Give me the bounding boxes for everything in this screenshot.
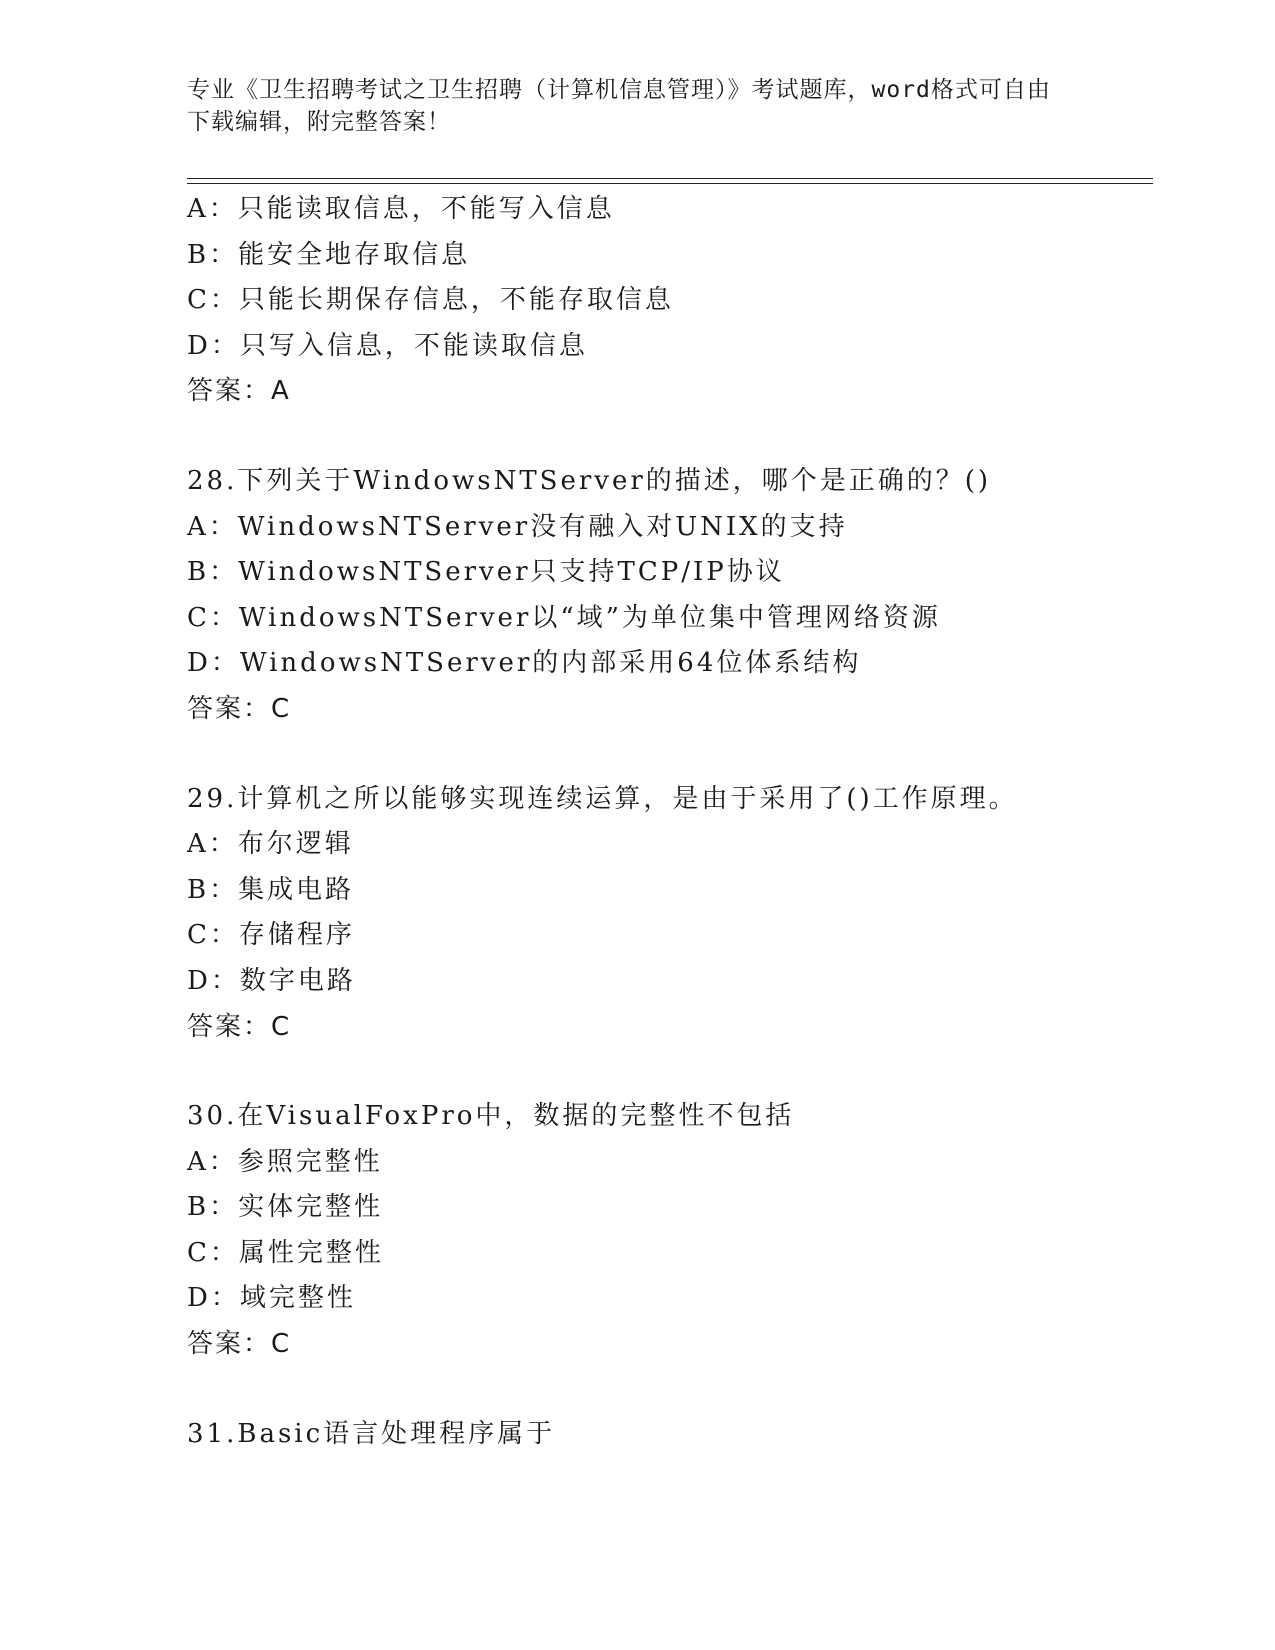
option-b: B：实体完整性 [187,1192,384,1223]
option-c: C：只能长期保存信息，不能存取信息 [187,285,674,316]
option-a: A：只能读取信息，不能写入信息 [187,194,615,224]
question-spacer [187,415,1153,459]
option-c: C：WindowsNTServer以“域”为单位集中管理网络资源 [187,602,941,633]
question-stem: 31.Basic语言处理程序属于 [187,1418,556,1449]
option-d: D：数字电路 [187,965,356,996]
option-d: D：WindowsNTServer的内部采用64位体系结构 [187,648,862,679]
answer-line: 答案：C [187,693,292,724]
option-b: B：集成电路 [187,874,355,905]
option-a: A：布尔逻辑 [187,829,354,860]
option-a: A：参照完整性 [187,1146,383,1177]
header-divider-top [187,178,1153,179]
answer-line: 答案：A [187,376,291,407]
document-header: 专业《卫生招聘考试之卫生招聘（计算机信息管理）》考试题库，word格式可自由下载编辑，附完整答案！ [187,77,1051,135]
option-b: B：能安全地存取信息 [187,239,471,270]
question-spacer [187,733,1153,777]
option-c: C：存储程序 [187,920,355,951]
option-c: C：属性完整性 [187,1237,384,1268]
question-stem: 29.计算机之所以能够实现连续运算，是由于采用了()工作原理。 [187,783,1018,814]
answer-line: 答案：C [187,1011,292,1042]
question-spacer [187,1368,1153,1412]
option-d: D：域完整性 [187,1283,356,1314]
option-b: B：WindowsNTServer只支持TCP/IP协议 [187,557,785,588]
question-stem: 30.在VisualFoxPro中，数据的完整性不包括 [187,1101,795,1132]
header-divider-bottom [187,183,1153,184]
question-spacer [187,1050,1153,1094]
option-a: A：WindowsNTServer没有融入对UNIX的支持 [187,511,848,542]
answer-line: 答案：C [187,1329,292,1360]
option-d: D：只写入信息，不能读取信息 [187,330,588,361]
question-stem: 28.下列关于WindowsNTServer的描述，哪个是正确的？() [187,465,992,496]
question-list [187,187,1153,1457]
